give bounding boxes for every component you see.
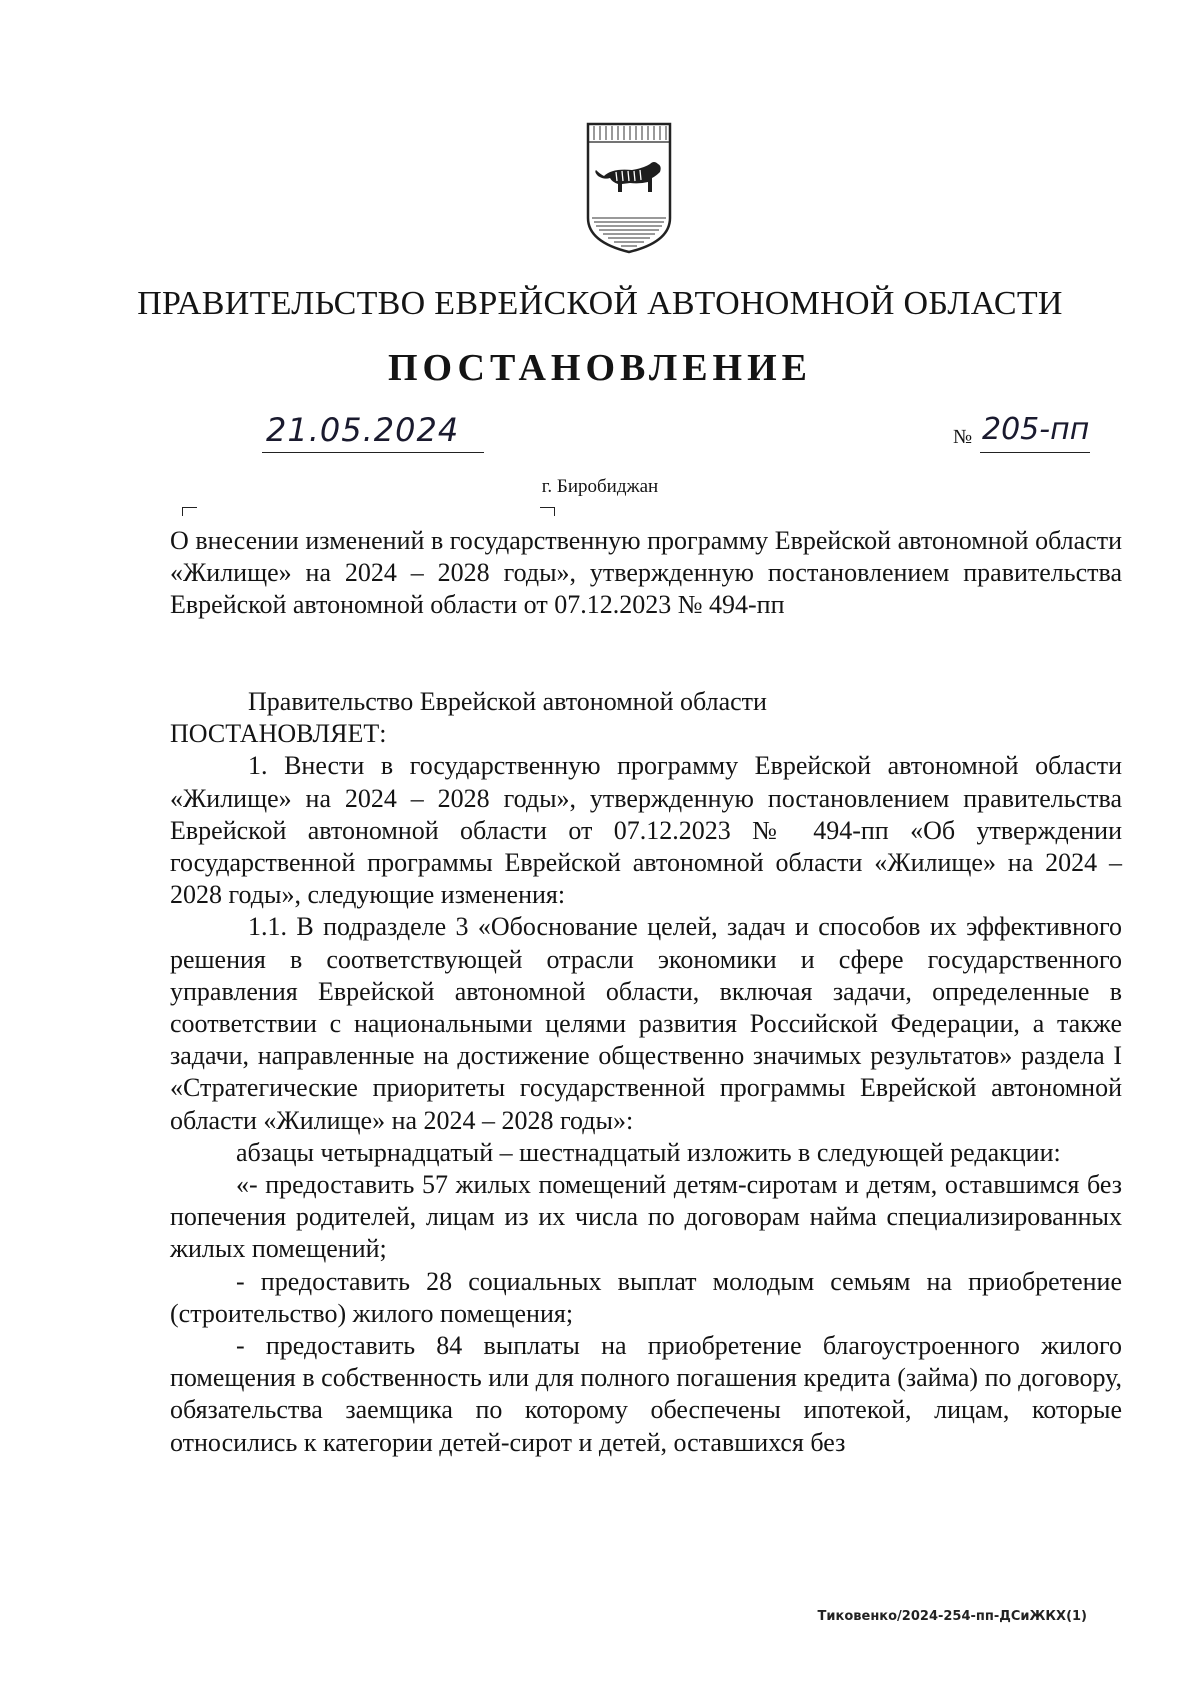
number-sign: № xyxy=(953,426,973,448)
city-label: г. Биробиджан xyxy=(541,476,659,497)
government-title: ПРАВИТЕЛЬСТВО ЕВРЕЙСКОЙ АВТОНОМНОЙ ОБЛАСТИ xyxy=(137,285,1063,322)
bullet-3: - предоставить 84 выплаты на приобретение благоустроенного жилого помещения в собственность или для полного погашения кредита (займа) по договору, обязательства заемщика по которому обеспечены ипотекой, лицам, которые относились к категории детей-сирот и детей, оставшихся без xyxy=(170,1331,1122,1457)
handwritten-document-number: 205-пп xyxy=(980,408,1090,453)
bullet-2: - предоставить 28 социальных выплат молодым семьям на приобретение (строительство) жилого помещения; xyxy=(170,1266,1122,1328)
file-reference-footer: Тиковенко/2024-254-пп-ДСиЖКХ(1) xyxy=(817,1609,1087,1624)
document-type-title: ПОСТАНОВЛЕНИЕ xyxy=(387,347,813,389)
document-body xyxy=(170,686,1122,1459)
paragraphs-note: абзацы четырнадцатый – шестнадцатый изложить в следующей редакции: xyxy=(236,1137,1061,1167)
item-1-1: 1.1. В подразделе 3 «Обоснование целей, задач и способов их эффективного решения в соответствующей отрасли экономики и сфере государственного управления Еврейской автономной области, включая задачи, определенные в соответствии с национальными целями развития Российской Федерации, а также задачи, направленные на достижение общественно значимых результатов» раздела I «Стратегические приоритеты государственной программы Еврейской автономной области «Жилище» на 2024 – 2028 годы»: xyxy=(170,912,1122,1135)
bracket-corner-right xyxy=(540,507,555,516)
document-subject: О внесении изменений в государственную программу Еврейской автономной области «Жилище» на 2024 – 2028 годы», утвержденную постановлением правительства Еврейской автономной области от 07.12.2023 № 494-пп xyxy=(170,526,1122,619)
item-1: 1. Внести в государственную программу Еврейской автономной области «Жилище» на 2024 – 2028 годы», утвержденную постановлением правительства Еврейской автономной области от 07.12.2023 № 494-пп «Об утверждении государственной программы Еврейской автономной области «Жилище» на 2024 – 2028 годы», следующие изменения: xyxy=(170,751,1122,910)
handwritten-date: 21.05.2024 xyxy=(262,408,484,453)
bullet-1: «- предоставить 57 жилых помещений детям-сиротам и детям, оставшимся без попечения родителей, лицам из их числа по договорам найма специализированных жилых помещений; xyxy=(170,1170,1122,1264)
resolves-heading: ПОСТАНОВЛЯЕТ: xyxy=(170,719,387,749)
preamble: Правительство Еврейской автономной области xyxy=(248,687,767,716)
bracket-corner-left xyxy=(182,507,197,516)
coat-of-arms-emblem xyxy=(582,118,676,256)
